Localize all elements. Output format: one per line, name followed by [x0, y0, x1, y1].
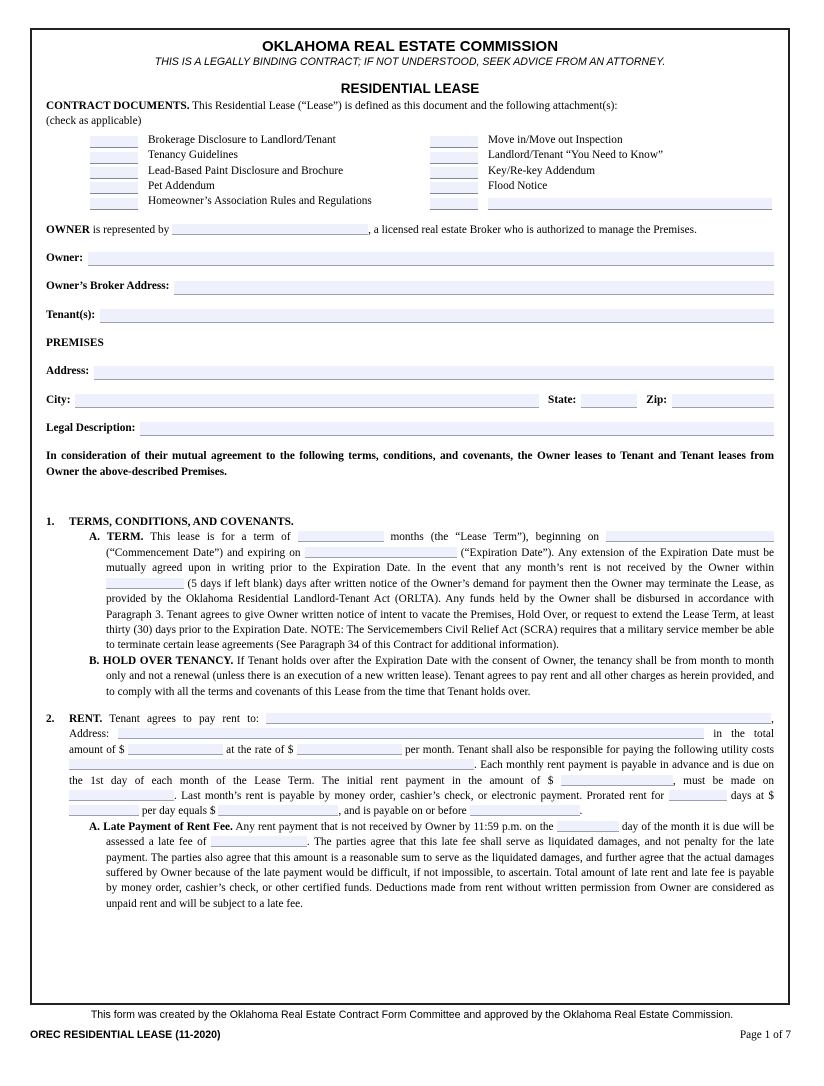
contract-documents-text: This Residential Lease (“Lease”) is defined as this document and the following attachment(s):	[189, 100, 618, 112]
rent-payee-field[interactable]	[266, 713, 771, 724]
page-number: Page 1 of 7	[739, 1029, 791, 1041]
checklist-row	[90, 133, 410, 148]
tenants-field[interactable]	[100, 309, 774, 323]
text-run: , must be made on	[672, 774, 774, 787]
text-run: . The parties agree that this late fee shall serve as liquidated damages, and not penalty for the late payment. The parties also agree that this amount is a reasonable sum to serve as the liquidated damages, and further agree that the actual damages suffered by Owner because of the late payment would be difficult, if not impossible, to ascertain. Total amount of late rent and late fee is payable by money order, cashier’s check, or other certified funds. Deductions made from rent without written permission from Owner are considered as unpaid rent and will be subject to a late fee.	[106, 836, 775, 910]
checkbox-blank[interactable]	[430, 136, 478, 148]
legal-disclaimer: THIS IS A LEGALLY BINDING CONTRACT; IF NOT UNDERSTOOD, SEEK ADVICE FROM AN ATTORNEY.	[154, 56, 666, 68]
checkbox-blank[interactable]	[430, 182, 478, 194]
text-run: .	[579, 805, 583, 818]
text-run: Tenant agrees to pay rent to:	[102, 712, 267, 725]
attachment-write-in-field[interactable]	[488, 198, 772, 210]
rent-paragraph	[46, 712, 774, 820]
consideration-paragraph: In consideration of their mutual agreement to the following terms, conditions, and covenants, the Owner leases to Tenant and Tenant leases from Owner the above-described Premises.	[46, 450, 774, 478]
payee-address-field[interactable]	[118, 728, 704, 739]
text-run: at the rate of $	[222, 743, 297, 756]
city-field[interactable]	[75, 394, 539, 408]
text-run: in the total amount of $	[69, 728, 774, 756]
checklist-row	[430, 148, 772, 163]
owner-name-field[interactable]	[88, 252, 774, 266]
text-run: day of the month it is due will be assessed a late fee of	[106, 820, 774, 849]
checklist-left-column	[46, 133, 410, 210]
form-title: RESIDENTIAL LEASE	[340, 81, 480, 96]
contract-documents-heading: CONTRACT DOCUMENTS.	[46, 100, 190, 112]
checklist-row	[430, 133, 772, 148]
prorated-due-date-field[interactable]	[470, 805, 580, 816]
checklist-row	[90, 164, 410, 179]
premises-address-row	[46, 363, 774, 380]
text-run: , a licensed real estate Broker who is authorized to manage the Premises.	[368, 223, 697, 236]
checklist-row	[430, 179, 772, 194]
legal-description-label: Legal Description:	[46, 421, 136, 434]
city-label: City:	[46, 393, 71, 406]
page-border-box	[30, 28, 790, 1005]
text-run: TERMS, CONDITIONS, AND COVENANTS.	[69, 516, 294, 529]
checklist-item-label: Pet Addendum	[148, 179, 215, 192]
legal-description-field[interactable]	[140, 422, 774, 436]
checkbox-blank[interactable]	[90, 152, 138, 164]
checklist-row	[430, 194, 772, 209]
section-2	[46, 712, 774, 912]
text-run: is represented by	[89, 223, 173, 236]
initial-rent-amount-field[interactable]	[561, 775, 673, 786]
checklist-item-label: Brokerage Disclosure to Landlord/Tenant	[148, 133, 336, 146]
section-number: 2.	[46, 712, 55, 725]
text-run: per day equals $	[139, 805, 219, 818]
managing-broker-field[interactable]	[172, 224, 368, 235]
late-fee-paragraph	[89, 820, 774, 912]
city-state-zip-row	[46, 391, 774, 408]
owner-representation-line	[46, 223, 774, 238]
owner-row	[46, 249, 774, 266]
text-run: RENT.	[69, 712, 103, 725]
term-paragraph	[89, 530, 774, 653]
prorated-total-field[interactable]	[218, 805, 338, 816]
checklist-item-label: Homeowner’s Association Rules and Regulations	[148, 195, 372, 208]
premises-address-label: Address:	[46, 365, 90, 378]
checklist-item-label: Move in/Move out Inspection	[488, 133, 623, 146]
checkbox-blank[interactable]	[90, 136, 138, 148]
holdover-paragraph	[89, 654, 774, 700]
text-run: B. HOLD OVER TENANCY.	[89, 654, 234, 667]
premises-heading: PREMISES	[46, 336, 104, 349]
state-label: State:	[548, 393, 577, 406]
checklist-row	[90, 194, 410, 209]
checklist-item-label: Lead-Based Paint Disclosure and Brochure	[148, 164, 344, 177]
checkbox-blank[interactable]	[430, 198, 478, 210]
text-run: OWNER	[46, 223, 90, 236]
section-1	[46, 515, 774, 700]
checklist-right-column	[410, 133, 774, 210]
total-rent-amount-field[interactable]	[128, 744, 223, 755]
utility-costs-field[interactable]	[69, 759, 474, 770]
initial-rent-date-field[interactable]	[69, 790, 174, 801]
text-run: . Each monthly rent payment is payable in advance and is due on the 1st day of each month of the Lease Term. The initial rent payment in the amount of $	[69, 759, 774, 787]
footer-row	[30, 1029, 791, 1041]
text-run: , Address:	[69, 712, 774, 741]
text-run: Any rent payment that is not received by Owner by 11:59 p.m. on the	[232, 820, 557, 833]
tenants-label: Tenant(s):	[46, 308, 96, 321]
text-run: A. TERM.	[89, 531, 144, 544]
monthly-rate-field[interactable]	[297, 744, 402, 755]
owner-label: Owner:	[46, 252, 84, 265]
broker-address-row	[46, 278, 774, 295]
tenants-row	[46, 306, 774, 323]
per-day-rate-field[interactable]	[69, 805, 139, 816]
term-months-field[interactable]	[298, 531, 384, 542]
late-fee-amount-field[interactable]	[211, 836, 307, 847]
broker-address-label: Owner’s Broker Address:	[46, 280, 170, 293]
checklist-row	[430, 164, 772, 179]
legal-description-row	[46, 419, 774, 436]
checkbox-blank[interactable]	[90, 198, 138, 210]
contract-documents-intro	[46, 99, 774, 114]
text-run: If Tenant holds over after the Expiration Date with the consent of Owner, the tenancy shall be from month to month only and not a renewal (unless there is an execution of a new written lease). Tenant agrees to pay rent and all other charges as herein provided, and to comply with all the terms and covenants of this Lease from the time that Tenant holds over.	[106, 654, 775, 698]
text-run: , and is payable on or before	[338, 805, 470, 818]
checkbox-blank[interactable]	[90, 167, 138, 179]
checklist-row	[90, 148, 410, 163]
text-run: . Last month’s rent is payable by money order, cashier’s check, or electronic payment. Prorated rent for	[174, 789, 669, 802]
text-run: (“Expiration Date”). Any extension of the Expiration Date must be mutually agreed upon in writing prior to the Expiration Date. In the event that any month’s rent is not received by the Owner within	[106, 546, 774, 575]
days-after-notice-field[interactable]	[106, 578, 184, 589]
text-run: months (the “Lease Term”), beginning on	[383, 531, 606, 544]
text-run: (“Commencement Date”) and expiring on	[106, 546, 305, 559]
checkbox-blank[interactable]	[90, 182, 138, 194]
form-id: OREC RESIDENTIAL LEASE (11-2020)	[30, 1029, 221, 1041]
text-run: (5 days if left blank) days after written notice of the Owner’s demand for payment then the Owner may terminate the Lease, as provided by the Oklahoma Residential Landlord-Tenant Act (ORLTA). Any funds held by the Owner shall be disbursed in accordance with Paragraph 3. Tenant agrees to give Owner written notice of intent to vacate the Premises, Hold Over, or request to extend the Lease Term, at least thirty (30) days prior to the Expiration Date. NOTE: The Servicemembers Civil Relief Act (SCRA) requires that a military service member be able to terminate certain lease agreements (See Paragraph 34 of this Contract for additional information).	[106, 577, 774, 652]
checkbox-blank[interactable]	[430, 152, 478, 164]
footer-approval-note: This form was created by the Oklahoma Real Estate Contract Form Committee and approved by the Oklahoma Real Estate Commission.	[90, 1009, 734, 1021]
section-1-heading	[46, 515, 774, 530]
zip-field[interactable]	[672, 394, 774, 408]
zip-label: Zip:	[646, 393, 667, 406]
text-run: per month. Tenant shall also be responsible for paying the following utility costs	[401, 743, 775, 756]
checklist-row	[90, 179, 410, 194]
attachments-checklist	[46, 133, 774, 210]
checkbox-blank[interactable]	[430, 167, 478, 179]
state-field[interactable]	[581, 394, 637, 408]
text-run: days at $	[726, 789, 774, 802]
prorated-days-field[interactable]	[669, 790, 727, 801]
text-run: This lease is for a term of	[143, 531, 298, 544]
checklist-item-label: Flood Notice	[488, 179, 548, 192]
premises-address-field[interactable]	[94, 366, 774, 380]
checklist-item-label: Key/Re-key Addendum	[488, 164, 595, 177]
text-run: A. Late Payment of Rent Fee.	[89, 820, 233, 833]
checklist-item-label: Tenancy Guidelines	[148, 149, 238, 162]
broker-address-field[interactable]	[174, 281, 774, 295]
check-as-applicable-note: (check as applicable)	[46, 115, 142, 128]
checklist-item-label: Landlord/Tenant “You Need to Know”	[488, 149, 664, 162]
section-number: 1.	[46, 516, 55, 529]
expiration-date-field[interactable]	[305, 547, 457, 558]
commencement-date-field[interactable]	[606, 531, 774, 542]
late-day-of-month-field[interactable]	[557, 821, 619, 832]
commission-title: OKLAHOMA REAL ESTATE COMMISSION	[261, 38, 559, 55]
